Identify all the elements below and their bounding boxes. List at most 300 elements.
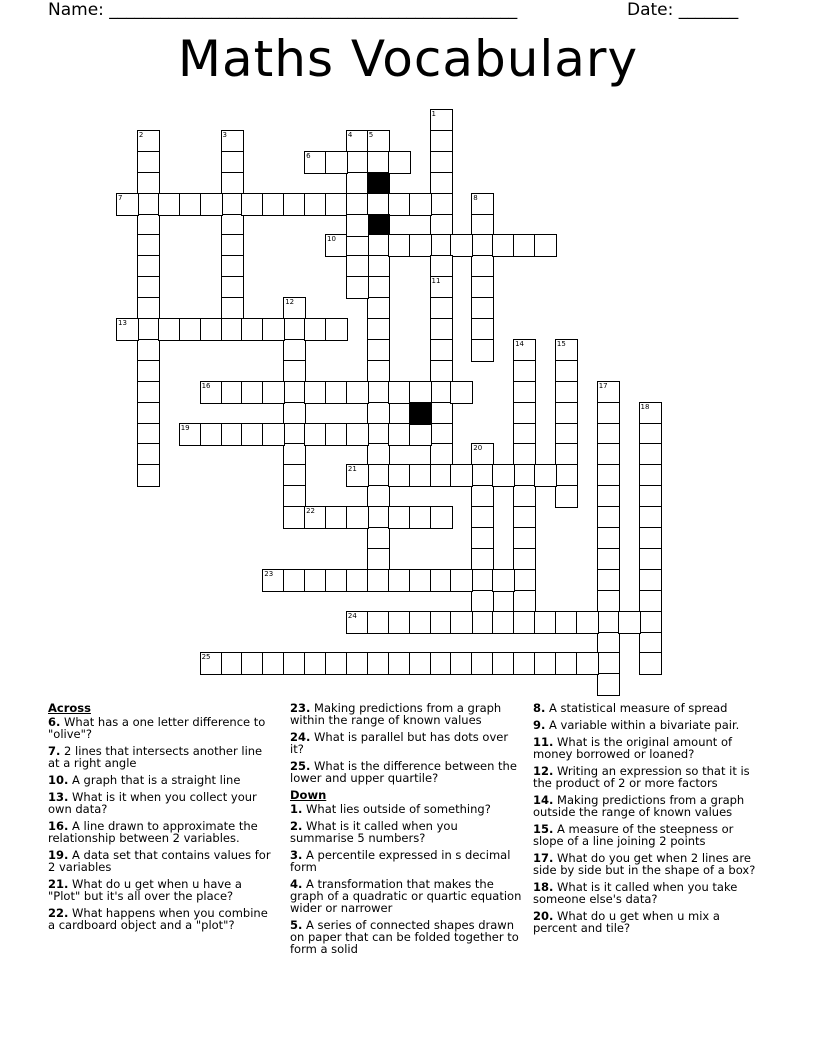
grid-cell[interactable] — [367, 193, 390, 216]
grid-cell[interactable] — [221, 214, 244, 237]
grid-cell[interactable] — [262, 318, 285, 341]
grid-cell[interactable] — [179, 318, 202, 341]
grid-cell[interactable] — [555, 485, 578, 508]
grid-cell[interactable] — [283, 360, 306, 383]
clue-text: A transformation that makes the graph of a quadratic or quartic equation wider or narrower — [290, 877, 522, 915]
grid-cell[interactable] — [471, 464, 494, 487]
grid-cell[interactable] — [137, 297, 160, 320]
grid-cell[interactable] — [221, 297, 244, 320]
grid-cell[interactable] — [325, 234, 348, 257]
grid-cell[interactable] — [471, 339, 494, 362]
grid-cell[interactable] — [283, 464, 306, 487]
grid-cell[interactable] — [367, 548, 390, 571]
grid-cell[interactable] — [262, 569, 285, 592]
grid-cell[interactable] — [388, 193, 411, 216]
grid-cell[interactable] — [283, 485, 306, 508]
grid-cell[interactable] — [639, 443, 662, 466]
grid-cell[interactable] — [325, 193, 348, 216]
grid-cell[interactable] — [555, 443, 578, 466]
grid-cell[interactable] — [346, 423, 369, 446]
grid-cell[interactable] — [618, 611, 641, 634]
grid-cell[interactable] — [639, 506, 662, 529]
grid-cell[interactable] — [597, 611, 620, 634]
grid-cell[interactable] — [639, 423, 662, 446]
grid-cell[interactable] — [450, 611, 473, 634]
grid-cell[interactable] — [367, 339, 390, 362]
grid-cell[interactable] — [367, 402, 390, 425]
grid-cell[interactable] — [283, 652, 306, 675]
clue-number: 13 — [118, 319, 127, 327]
clue-number: 9 — [368, 214, 374, 223]
grid-cell[interactable] — [450, 234, 473, 257]
grid-cell[interactable] — [450, 569, 473, 592]
grid-cell[interactable] — [555, 423, 578, 446]
clue-item — [533, 910, 765, 934]
grid-cell[interactable] — [221, 423, 244, 446]
grid-cell[interactable] — [513, 402, 536, 425]
grid-cell[interactable] — [597, 485, 620, 508]
clue-text: What is the difference between the lower and upper quartile? — [290, 759, 517, 785]
grid-cell[interactable] — [639, 611, 662, 634]
grid-cell[interactable] — [409, 611, 432, 634]
clue-text: 2 lines that intersects another line at a right angle — [48, 744, 263, 770]
grid-cell[interactable] — [409, 569, 432, 592]
date-field[interactable]: Date: _______ — [627, 0, 739, 20]
grid-cell[interactable] — [116, 318, 139, 341]
grid-cell[interactable] — [283, 402, 306, 425]
grid-cell[interactable] — [409, 423, 432, 446]
grid-cell[interactable] — [137, 402, 160, 425]
clue-number-label: 8. — [533, 701, 546, 715]
grid-cell[interactable] — [471, 485, 494, 508]
grid-cell[interactable] — [534, 652, 557, 675]
grid-cell[interactable] — [221, 193, 244, 216]
grid-cell[interactable] — [409, 381, 432, 404]
clue-item — [48, 849, 276, 873]
grid-cell[interactable] — [513, 339, 536, 362]
grid-cell[interactable] — [304, 151, 327, 174]
clue-number-label: 22. — [48, 906, 69, 920]
grid-cell[interactable] — [513, 464, 536, 487]
grid-cell[interactable] — [325, 652, 348, 675]
grid-cell[interactable] — [388, 381, 411, 404]
grid-cell[interactable] — [430, 506, 453, 529]
grid-cell[interactable] — [283, 569, 306, 592]
grid-cell[interactable] — [471, 611, 494, 634]
clues-column-1 — [48, 700, 276, 936]
grid-cell[interactable] — [137, 464, 160, 487]
grid-cell[interactable] — [388, 151, 411, 174]
grid-cell[interactable] — [137, 130, 160, 153]
grid-cell[interactable] — [158, 193, 181, 216]
grid-cell[interactable] — [430, 255, 453, 278]
grid-cell[interactable] — [346, 506, 369, 529]
grid-cell[interactable] — [430, 109, 453, 132]
grid-cell[interactable] — [137, 276, 160, 299]
grid-cell[interactable] — [430, 423, 453, 446]
grid-cell[interactable] — [492, 234, 515, 257]
grid-cell[interactable] — [597, 590, 620, 613]
grid-cell[interactable] — [534, 464, 557, 487]
grid-cell[interactable] — [471, 506, 494, 529]
grid-cell[interactable] — [471, 276, 494, 299]
grid-cell[interactable] — [137, 214, 160, 237]
grid-cell[interactable] — [513, 569, 536, 592]
grid-cell[interactable] — [367, 297, 390, 320]
grid-cell[interactable] — [471, 548, 494, 571]
grid-cell[interactable] — [430, 402, 453, 425]
grid-cell[interactable] — [137, 172, 160, 195]
grid-cell[interactable] — [388, 234, 411, 257]
grid-cell[interactable] — [492, 611, 515, 634]
grid-cell[interactable] — [137, 423, 160, 446]
grid-cell[interactable] — [430, 297, 453, 320]
clue-text: Writing an expression so that it is the product of 2 or more factors — [533, 764, 750, 790]
clue-text: What is parallel but has dots over it? — [290, 730, 509, 756]
grid-cell[interactable] — [513, 506, 536, 529]
grid-cell[interactable] — [639, 632, 662, 655]
grid-cell[interactable] — [137, 193, 160, 216]
grid-cell[interactable] — [346, 255, 369, 278]
grid-cell[interactable] — [367, 423, 390, 446]
clue-number: 21 — [347, 465, 357, 474]
grid-cell[interactable] — [471, 255, 494, 278]
grid-cell[interactable] — [367, 527, 390, 550]
grid-cell[interactable] — [430, 130, 453, 153]
grid-cell[interactable] — [471, 527, 494, 550]
grid-cell[interactable] — [325, 569, 348, 592]
grid-cell[interactable] — [471, 569, 494, 592]
grid-cell[interactable] — [450, 464, 473, 487]
grid-cell[interactable] — [304, 318, 327, 341]
clue-number-label: 9. — [533, 718, 546, 732]
grid-cell[interactable] — [283, 318, 306, 341]
grid-cell[interactable] — [450, 381, 473, 404]
grid-cell[interactable] — [367, 234, 390, 257]
grid-cell[interactable] — [262, 652, 285, 675]
grid-cell[interactable] — [513, 234, 536, 257]
clue-number-label: 11. — [533, 735, 554, 749]
grid-cell[interactable] — [283, 193, 306, 216]
grid-cell[interactable] — [325, 506, 348, 529]
grid-cell[interactable] — [137, 360, 160, 383]
grid-cell[interactable] — [409, 464, 432, 487]
grid-cell[interactable] — [221, 234, 244, 257]
grid-cell[interactable] — [597, 506, 620, 529]
grid-cell[interactable] — [388, 423, 411, 446]
grid-cell[interactable] — [367, 611, 390, 634]
clues-column-2 — [290, 700, 522, 960]
grid-cell[interactable] — [346, 234, 369, 257]
grid-cell[interactable] — [513, 360, 536, 383]
grid-cell[interactable] — [283, 297, 306, 320]
grid-cell[interactable] — [639, 485, 662, 508]
grid-cell[interactable] — [430, 381, 453, 404]
grid-cell[interactable] — [137, 255, 160, 278]
grid-cell[interactable] — [221, 276, 244, 299]
grid-cell[interactable] — [346, 214, 369, 237]
grid-cell[interactable] — [513, 423, 536, 446]
grid-cell[interactable] — [325, 381, 348, 404]
grid-cell[interactable] — [137, 443, 160, 466]
grid-cell[interactable] — [179, 193, 202, 216]
grid-cell[interactable] — [346, 464, 369, 487]
grid-cell[interactable] — [241, 318, 264, 341]
grid-cell[interactable] — [471, 590, 494, 613]
grid-cell[interactable] — [430, 443, 453, 466]
grid-cell[interactable] — [513, 590, 536, 613]
grid-cell[interactable] — [221, 130, 244, 153]
grid-cell[interactable] — [325, 318, 348, 341]
grid-cell[interactable] — [409, 506, 432, 529]
grid-cell[interactable] — [200, 423, 223, 446]
grid-cell[interactable] — [409, 652, 432, 675]
clue-text: What is it called when you summarise 5 numbers? — [290, 819, 458, 845]
grid-cell[interactable] — [430, 464, 453, 487]
grid-cell[interactable] — [346, 652, 369, 675]
grid-cell[interactable] — [513, 485, 536, 508]
grid-cell[interactable] — [430, 652, 453, 675]
grid-cell[interactable] — [450, 652, 473, 675]
grid-cell[interactable] — [304, 506, 327, 529]
grid-cell[interactable] — [513, 527, 536, 550]
grid-cell[interactable] — [639, 590, 662, 613]
grid-cell[interactable] — [367, 360, 390, 383]
clue-number: 23 — [264, 569, 274, 578]
grid-cell[interactable] — [555, 611, 578, 634]
grid-cell[interactable] — [283, 381, 306, 404]
grid-cell[interactable] — [262, 193, 285, 216]
grid-cell[interactable] — [367, 464, 390, 487]
grid-cell[interactable] — [597, 548, 620, 571]
grid-cell[interactable] — [639, 569, 662, 592]
grid-cell[interactable] — [409, 234, 432, 257]
grid-cell[interactable] — [283, 506, 306, 529]
grid-cell[interactable] — [367, 130, 390, 153]
page-title: Maths Vocabulary — [177, 30, 639, 88]
grid-cell[interactable] — [555, 381, 578, 404]
grid-cell[interactable] — [492, 652, 515, 675]
grid-cell[interactable] — [200, 381, 223, 404]
clue-text: A statistical measure of spread — [545, 701, 728, 715]
clue-number-label: 16. — [48, 819, 69, 833]
grid-cell[interactable] — [158, 318, 181, 341]
grid-cell[interactable] — [346, 151, 369, 174]
grid-cell[interactable] — [325, 423, 348, 446]
clue-item — [533, 823, 765, 847]
clue-text: What do u get when u mix a percent and tile? — [533, 909, 720, 935]
grid-cell[interactable] — [513, 611, 536, 634]
grid-cell[interactable] — [597, 381, 620, 404]
grid-cell[interactable] — [555, 339, 578, 362]
clue-item — [533, 736, 765, 760]
grid-cell[interactable] — [221, 318, 244, 341]
grid-cell[interactable] — [555, 360, 578, 383]
clue-item — [290, 760, 522, 784]
grid-cell[interactable] — [639, 548, 662, 571]
grid-cell[interactable] — [597, 652, 620, 675]
grid-cell[interactable] — [304, 569, 327, 592]
grid-cell[interactable] — [430, 318, 453, 341]
grid-cell[interactable] — [597, 673, 620, 696]
grid-cell[interactable] — [241, 193, 264, 216]
grid-cell[interactable] — [304, 423, 327, 446]
grid-cell[interactable] — [492, 464, 515, 487]
grid-cell[interactable] — [241, 381, 264, 404]
clue-item — [533, 719, 765, 731]
grid-cell[interactable] — [430, 214, 453, 237]
grid-cell[interactable] — [388, 506, 411, 529]
grid-cell[interactable] — [597, 464, 620, 487]
clue-item — [290, 702, 522, 726]
clue-number: 7 — [118, 193, 123, 202]
grid-cell[interactable] — [137, 339, 160, 362]
grid-cell[interactable] — [325, 151, 348, 174]
grid-cell[interactable] — [388, 464, 411, 487]
grid-cell[interactable] — [471, 193, 494, 216]
grid-cell[interactable] — [304, 381, 327, 404]
grid-cell[interactable] — [283, 443, 306, 466]
clue-number: 24 — [347, 611, 357, 620]
clue-text: What do you get when 2 lines are side by side but in the shape of a box? — [533, 851, 756, 877]
grid-cell[interactable] — [388, 652, 411, 675]
grid-cell[interactable] — [639, 402, 662, 425]
grid-cell[interactable] — [555, 652, 578, 675]
grid-cell[interactable] — [241, 423, 264, 446]
grid-cell[interactable] — [409, 193, 432, 216]
clue-number: 10 — [327, 235, 336, 244]
grid-cell[interactable] — [283, 339, 306, 362]
grid-cell[interactable] — [597, 443, 620, 466]
grid-cell[interactable] — [221, 652, 244, 675]
grid-cell[interactable] — [471, 318, 494, 341]
grid-cell[interactable] — [137, 234, 160, 257]
grid-cell[interactable] — [304, 652, 327, 675]
grid-cell[interactable] — [367, 151, 390, 174]
grid-cell[interactable] — [534, 234, 557, 257]
clues-heading: Down — [290, 788, 327, 802]
grid-cell[interactable] — [346, 611, 369, 634]
grid-cell[interactable] — [430, 569, 453, 592]
grid-cell[interactable] — [200, 652, 223, 675]
grid-cell[interactable] — [346, 381, 369, 404]
grid-cell[interactable] — [346, 276, 369, 299]
clue-number: 8 — [473, 193, 478, 202]
clue-number-label: 24. — [290, 730, 311, 744]
grid-cell[interactable] — [262, 423, 285, 446]
grid-cell[interactable] — [430, 172, 453, 195]
grid-cell[interactable] — [597, 632, 620, 655]
grid-cell[interactable] — [221, 381, 244, 404]
grid-cell[interactable] — [471, 652, 494, 675]
grid-cell[interactable] — [430, 276, 453, 299]
grid-cell[interactable] — [241, 652, 264, 675]
grid-cell[interactable] — [116, 193, 139, 216]
grid-cell[interactable] — [576, 652, 599, 675]
grid-cell[interactable] — [430, 339, 453, 362]
clue-number-label: 2. — [290, 819, 303, 833]
grid-cell[interactable] — [137, 151, 160, 174]
grid-cell[interactable] — [367, 569, 390, 592]
grid-cell[interactable] — [430, 193, 453, 216]
grid-cell[interactable] — [304, 193, 327, 216]
grid-cell[interactable] — [639, 464, 662, 487]
grid-cell[interactable] — [200, 318, 223, 341]
grid-cell[interactable] — [534, 611, 557, 634]
grid-cell[interactable] — [346, 172, 369, 195]
grid-cell[interactable] — [597, 569, 620, 592]
grid-cell[interactable] — [346, 193, 369, 216]
grid-cell[interactable] — [388, 569, 411, 592]
black-cell — [367, 214, 390, 237]
clue-item — [290, 919, 522, 955]
grid-cell[interactable] — [430, 611, 453, 634]
clue-item — [290, 731, 522, 755]
grid-cell[interactable] — [471, 443, 494, 466]
grid-cell[interactable] — [430, 360, 453, 383]
clue-item — [533, 794, 765, 818]
grid-cell[interactable] — [200, 193, 223, 216]
grid-cell[interactable] — [221, 151, 244, 174]
grid-cell[interactable] — [513, 652, 536, 675]
clue-item — [48, 716, 276, 740]
grid-cell[interactable] — [367, 506, 390, 529]
grid-cell[interactable] — [137, 318, 160, 341]
grid-cell[interactable] — [346, 569, 369, 592]
clue-item — [533, 852, 765, 876]
grid-cell[interactable] — [513, 548, 536, 571]
grid-cell[interactable] — [346, 130, 369, 153]
grid-cell[interactable] — [367, 276, 390, 299]
grid-cell[interactable] — [513, 443, 536, 466]
grid-cell[interactable] — [367, 443, 390, 466]
grid-cell[interactable] — [639, 527, 662, 550]
grid-cell[interactable] — [430, 151, 453, 174]
clue-item — [290, 820, 522, 844]
grid-cell[interactable] — [555, 464, 578, 487]
clue-number-label: 10. — [48, 773, 69, 787]
clue-number: 6 — [306, 151, 311, 160]
grid-cell[interactable] — [367, 485, 390, 508]
grid-cell[interactable] — [367, 381, 390, 404]
grid-cell[interactable] — [221, 172, 244, 195]
grid-cell[interactable] — [367, 255, 390, 278]
clue-item — [48, 774, 276, 786]
grid-cell[interactable] — [137, 381, 160, 404]
grid-cell[interactable] — [471, 214, 494, 237]
grid-cell[interactable] — [576, 611, 599, 634]
grid-cell[interactable] — [367, 318, 390, 341]
grid-cell[interactable] — [179, 423, 202, 446]
clue-text: A series of connected shapes drawn on paper that can be folded together to form a solid — [290, 918, 519, 956]
grid-cell[interactable] — [367, 652, 390, 675]
grid-cell[interactable] — [471, 297, 494, 320]
grid-cell[interactable] — [262, 381, 285, 404]
grid-cell[interactable] — [597, 423, 620, 446]
grid-cell[interactable] — [555, 402, 578, 425]
name-field[interactable]: Name: ________________________________________________ — [48, 0, 518, 20]
grid-cell[interactable] — [492, 569, 515, 592]
grid-cell[interactable] — [388, 611, 411, 634]
grid-cell[interactable] — [513, 381, 536, 404]
grid-cell[interactable] — [283, 423, 306, 446]
grid-cell[interactable] — [597, 402, 620, 425]
grid-cell[interactable] — [430, 234, 453, 257]
grid-cell[interactable] — [597, 527, 620, 550]
grid-cell[interactable] — [639, 652, 662, 675]
grid-cell[interactable] — [221, 255, 244, 278]
grid-cell[interactable] — [471, 234, 494, 257]
